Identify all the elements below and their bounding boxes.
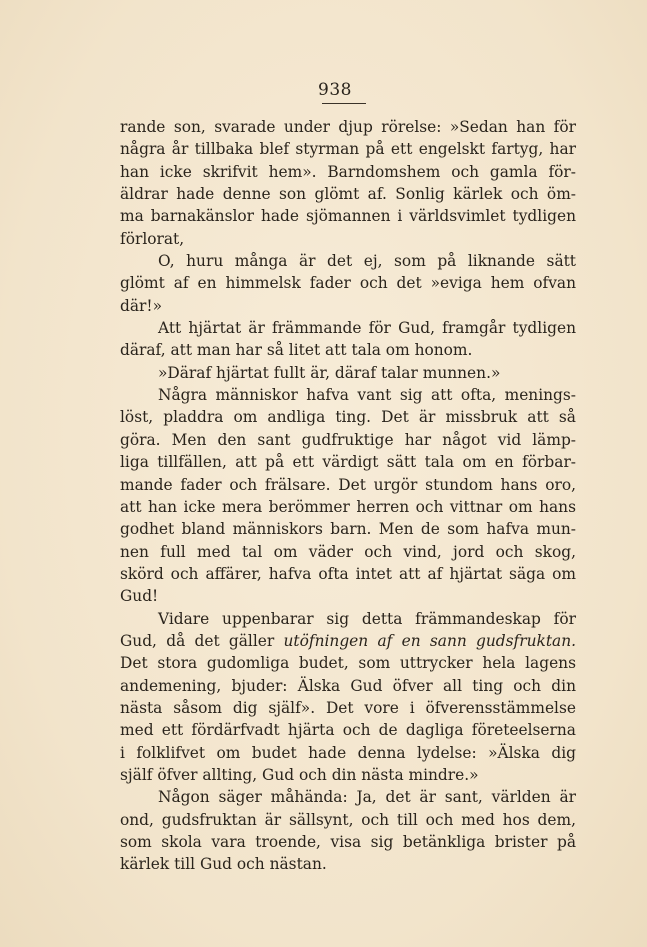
text-line: Gud! bbox=[120, 587, 159, 606]
page-number: 938 bbox=[318, 80, 352, 100]
text-line: han icke skrifvit hem». Barndomshem och gamla för- bbox=[120, 162, 576, 181]
page-number-rule bbox=[322, 103, 366, 104]
text-line: göra. Men den sant gudfruktige har något vid lämp- bbox=[120, 430, 576, 449]
text-line: ond, gudsfruktan är sällsynt, och till och med hos dem, bbox=[120, 810, 576, 829]
text-line: mande fader och frälsare. Det urgör stundom hans oro, bbox=[120, 475, 576, 494]
text-line: ma barnakänslor hade sjömannen i världsvimlet tydligen bbox=[120, 207, 576, 226]
body-text bbox=[120, 116, 576, 876]
text-line: liga tillfällen, att på ett värdigt sätt tala om en förbar- bbox=[120, 453, 576, 472]
text-line: Vidare uppenbarar sig detta främmandeskap för bbox=[158, 609, 576, 628]
text-line: Att hjärtat är främmande för Gud, framgår tydligen bbox=[158, 319, 576, 338]
text-line: glömt af en himmelsk fader och det »eviga hem ofvan bbox=[120, 274, 576, 293]
text-line: som skola vara troende, visa sig betänkliga brister på bbox=[120, 833, 576, 851]
text-line: nen full med tal om väder och vind, jord och skog, bbox=[120, 542, 576, 561]
text-line: O, huru många är det ej, som på liknande sätt bbox=[158, 252, 576, 271]
text-line: i folklifvet om budet hade denna lydelse: »Älska dig bbox=[120, 743, 576, 762]
text-line: andemening, bjuder: Älska Gud öfver all ting och din bbox=[120, 676, 576, 695]
text-line: rande son, svarade under djup rörelse: »Sedan han för bbox=[120, 118, 576, 136]
text-line: godhet bland människors barn. Men de som hafva mun- bbox=[120, 520, 576, 539]
text-line: »Däraf hjärtat fullt är, däraf talar munnen.» bbox=[158, 363, 501, 382]
text-line: Någon säger måhända: Ja, det är sant, världen är bbox=[158, 788, 576, 807]
text-line: Det stora gudomliga budet, som uttrycker hela lagens bbox=[120, 654, 576, 673]
text-line bbox=[120, 630, 576, 652]
text-line: däraf, att man har så litet att tala om honom. bbox=[120, 341, 473, 360]
text-line: äldrar hade denne son glömt af. Sonlig kärlek och öm- bbox=[120, 185, 576, 204]
italic-emphasis: utöfningen af en sann gudsfruktan. bbox=[283, 631, 576, 650]
text-line: att han icke mera berömmer herren och vittnar om hans bbox=[120, 497, 576, 516]
text-line: själf öfver allting, Gud och din nästa mindre.» bbox=[120, 765, 479, 784]
text-span: Gud, då det gäller bbox=[120, 631, 284, 650]
text-line: nästa såsom dig själf». Det vore i öfverensstämmelse bbox=[120, 698, 576, 717]
text-line: med ett fördärfvadt hjärta och de dagliga företeelserna bbox=[120, 721, 576, 740]
text-line: Några människor hafva vant sig att ofta, menings- bbox=[158, 386, 576, 405]
text-line: kärlek till Gud och nästan. bbox=[120, 855, 327, 874]
text-line: skörd och affärer, hafva ofta intet att af hjärtat säga om bbox=[120, 564, 576, 583]
text-line: löst, pladdra om andliga ting. Det är missbruk att så bbox=[120, 408, 576, 427]
text-line: förlorat, bbox=[120, 229, 185, 248]
text-line: några år tillbaka blef styrman på ett engelskt fartyg, har bbox=[120, 140, 576, 159]
text-line: där!» bbox=[120, 296, 162, 315]
